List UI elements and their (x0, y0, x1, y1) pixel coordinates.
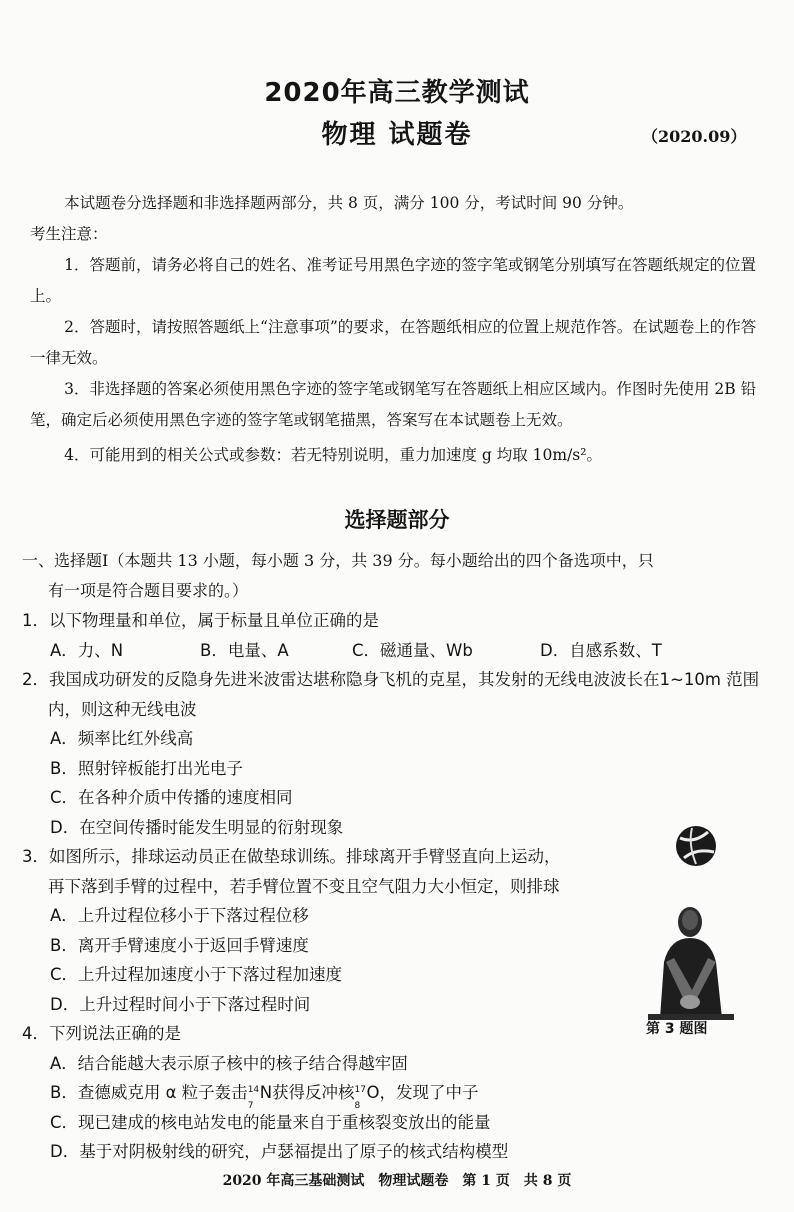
oxygen-atomic-number: 8 (354, 1101, 361, 1111)
notice-attention: 考生注意： (30, 225, 108, 243)
q2-option-a: A．频率比红外线高 (50, 729, 194, 748)
q4-stem: 4．下列说法正确的是 (22, 1024, 181, 1043)
oxygen-nuclide (354, 1082, 367, 1111)
q4-option-a: A．结合能越大表示原子核中的核子结合得越牢固 (50, 1053, 408, 1073)
q3-stem-line1: 3．如图所示，排球运动员正在做垫球训练。排球离开手臂竖直向上运动， (22, 847, 561, 866)
q1-option-c: C．磁通量、Wb (352, 640, 473, 660)
figure-caption: 第 3 题图 (646, 1021, 708, 1037)
part1-head-line2: 有一项是符合题目要求的。） (48, 581, 249, 600)
q1-option-d: D．自感系数、T (540, 640, 662, 660)
nitrogen-nuclide (247, 1082, 260, 1111)
exam-date: （2020.09） (642, 127, 747, 146)
q3-option-c: C．上升过程加速度小于下落过程加速度 (50, 965, 343, 984)
q4-option-b-pre: B．查德威克用 α 粒子轰击 (50, 1083, 248, 1102)
nitrogen-atomic-number: 7 (247, 1101, 254, 1111)
notice-item-2: 2．答题时，请按照答题纸上“注意事项”的要求，在答题纸相应的位置上规范作答。在试题卷上的作答一律无效。 (30, 318, 757, 367)
q3-option-d: D．上升过程时间小于下落过程时间 (50, 994, 311, 1014)
player-icon (648, 907, 734, 1020)
q4-option-b-mid: N获得反冲核 (259, 1083, 355, 1102)
oxygen-mass-number: 17 (354, 1085, 366, 1095)
q2-option-d: D．在空间传播时能发生明显的衍射现象 (50, 817, 344, 837)
q1-options (22, 636, 772, 666)
q1-stem: 1．以下物理量和单位，属于标量且单位正确的是 (22, 611, 379, 630)
q1-option-a: A．力、N (50, 640, 124, 660)
q2-option-b: B．照射锌板能打出光电子 (50, 758, 243, 778)
part1-heading (22, 546, 772, 606)
q4-option-c: C．现已建成的核电站发电的能量来自于重核裂变放出的能量 (50, 1112, 491, 1132)
section-title: 选择题部分 (344, 508, 450, 532)
exam-title: 2020年高三教学测试 (264, 78, 530, 108)
notice-item-3: 3．非选择题的答案必须使用黑色字迹的签字笔或钢笔写在答题纸上相应区域内。作图时先使用 2B 铅笔，确定后必须使用黑色字迹的签字笔或钢笔描黑，答案写在本试题卷上无效。 (30, 380, 757, 429)
notice-item-4: 4．可能用到的相关公式或参数：若无特别说明，重力加速度 g 均取 10m/s²。 (64, 446, 602, 464)
nitrogen-mass-number: 14 (247, 1085, 260, 1095)
q4-option-b-post: O，发现了中子 (366, 1083, 479, 1102)
q2-stem: 2．我国成功研发的反隐身先进米波雷达堪称隐身飞机的克星，其发射的无线电波波长在1~10m 范围内，则这种无线电波 (22, 670, 760, 719)
notice-intro: 本试题卷分选择题和非选择题两部分，共 8 页，满分 100 分，考试时间 90 分钟。 (64, 194, 634, 212)
exam-subtitle: 物理 试题卷 (321, 120, 473, 150)
part1-head-line1: 一、选择题Ⅰ（本题共 13 小题，每小题 3 分，共 39 分。每小题给出的四个备选项中，只 (22, 551, 654, 570)
q2-option-c: C．在各种介质中传播的速度相同 (50, 788, 293, 807)
q3-stem-line2: 再下落到手臂的过程中，若手臂位置不变且空气阻力大小恒定，则排球 (48, 876, 560, 896)
q1-option-b: B．电量、A (200, 640, 289, 660)
notice-item-1: 1．答题前，请务必将自己的姓名、准考证号用黑色字迹的签字笔或钢笔分别填写在答题纸规定的位置上。 (30, 256, 756, 305)
q4-option-b (22, 1078, 772, 1111)
page-footer: 2020 年高三基础测试 物理试题卷 第 1 页 共 8 页 (222, 1173, 572, 1189)
q3-option-a: A．上升过程位移小于下落过程位移 (50, 906, 309, 925)
volleyball-icon (676, 826, 716, 866)
q3-option-b: B．离开手臂速度小于返回手臂速度 (50, 935, 309, 955)
q4-option-d: D．基于对阴极射线的研究，卢瑟福提出了原子的核式结构模型 (50, 1142, 509, 1161)
notice-block (30, 188, 768, 471)
